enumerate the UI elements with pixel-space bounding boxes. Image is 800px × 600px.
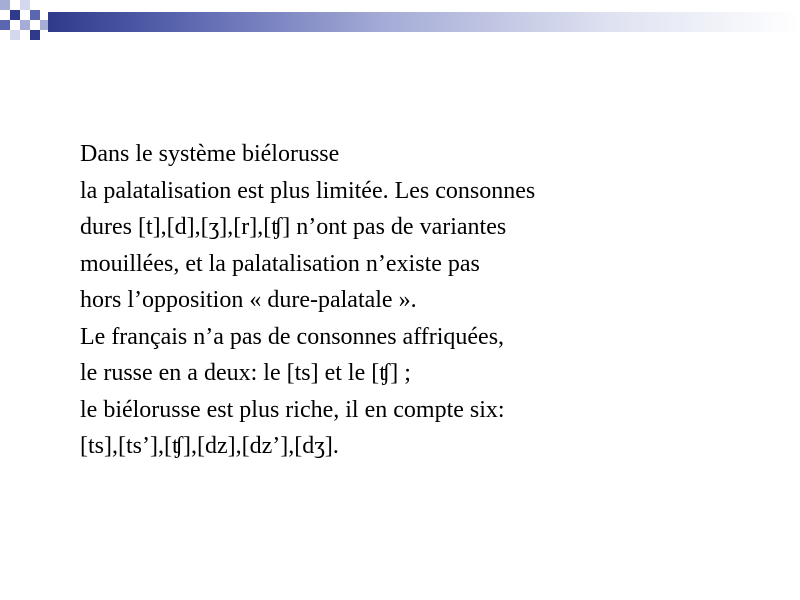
slide-body-text: [80, 136, 780, 465]
text-line: mouillées, et la palatalisation n’existe pas: [80, 250, 480, 277]
deco-square: [30, 10, 40, 20]
deco-square: [30, 30, 40, 40]
text-line: la palatalisation est plus limitée. Les consonnes: [80, 177, 536, 204]
deco-square: [10, 10, 20, 20]
text-line: [ts],[ts’],[ʧ],[dz],[dz’],[dʒ].: [80, 433, 339, 459]
deco-square: [20, 0, 30, 10]
text-line: Le français n’a pas de consonnes affriquées,: [80, 323, 505, 350]
deco-square: [10, 30, 20, 40]
text-line: hors l’opposition « dure-palatale ».: [80, 287, 417, 313]
text-line: le russe en a deux: le [ts] et le [ʧ] ;: [80, 360, 411, 386]
deco-square: [20, 20, 30, 30]
text-line: dures [t],[d],[ʒ],[r],[ʧ] n’ont pas de variantes: [80, 214, 507, 240]
text-line: Dans le système biélorusse: [80, 141, 340, 167]
deco-square: [0, 20, 10, 30]
header-gradient-bar: [48, 12, 800, 32]
deco-square: [0, 0, 10, 10]
text-line: le biélorusse est plus riche, il en compte six:: [80, 396, 505, 423]
